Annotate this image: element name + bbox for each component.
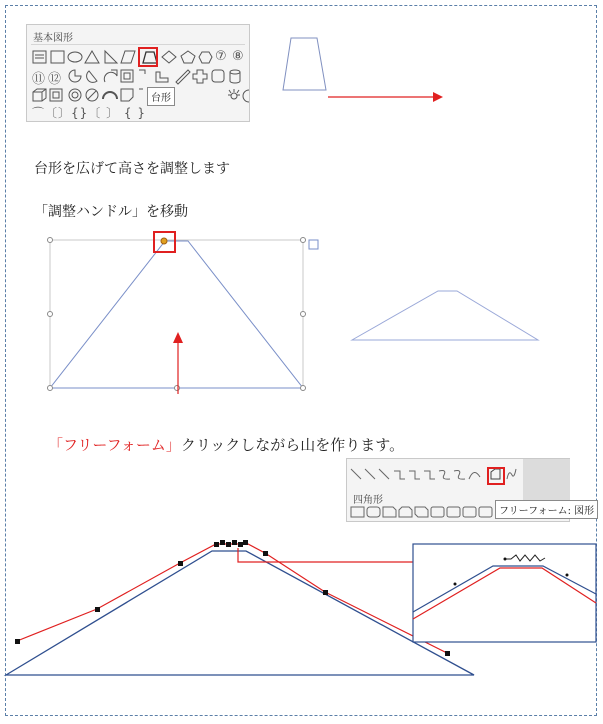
freeform-highlight-text: 「フリーフォーム」 [48,436,181,454]
vertex-marker [178,561,183,566]
shapes-panel-title: 基本図形 [33,33,73,44]
freeform-vertex-markers [15,540,450,656]
dodecagon-icon[interactable]: ⑫ [48,72,62,87]
vertex-marker [445,651,450,656]
freeform-tooltip: フリーフォーム: 図形 [495,500,598,519]
trapezoid-tooltip: 台形 [147,87,175,106]
heptagon-icon[interactable]: ⑦ [215,49,227,64]
freeform-red-line [17,544,447,653]
vertex-marker [226,542,231,547]
vertex-marker [232,540,237,545]
zoom-vertex-dot [504,558,507,561]
vertex-marker [95,607,100,612]
decagon-icon[interactable]: ⑪ [32,72,46,87]
zoom-vertex-dot [454,583,457,586]
zoom-vertex-dot [566,574,569,577]
octagon-icon[interactable]: ⑧ [232,49,244,64]
vertex-marker [220,540,225,545]
base-trapezoid-shape [6,551,474,675]
vertex-marker [243,540,248,545]
caption-step3-rest: クリックしながら山を作ります。 [180,436,405,454]
caption-step2: 「調整ハンドル」を移動 [34,204,188,220]
lines-panel-section-label: 四角形 [353,495,383,506]
bracket-row[interactable]: ⌒〔〕{}〔 〕 { } [32,106,146,120]
caption-step1: 台形を広げて高さを調整します [34,161,230,177]
vertex-marker [238,542,243,547]
vertex-marker [214,542,219,547]
vertex-marker [15,639,20,644]
vertex-marker [323,590,328,595]
vertex-marker [263,551,268,556]
